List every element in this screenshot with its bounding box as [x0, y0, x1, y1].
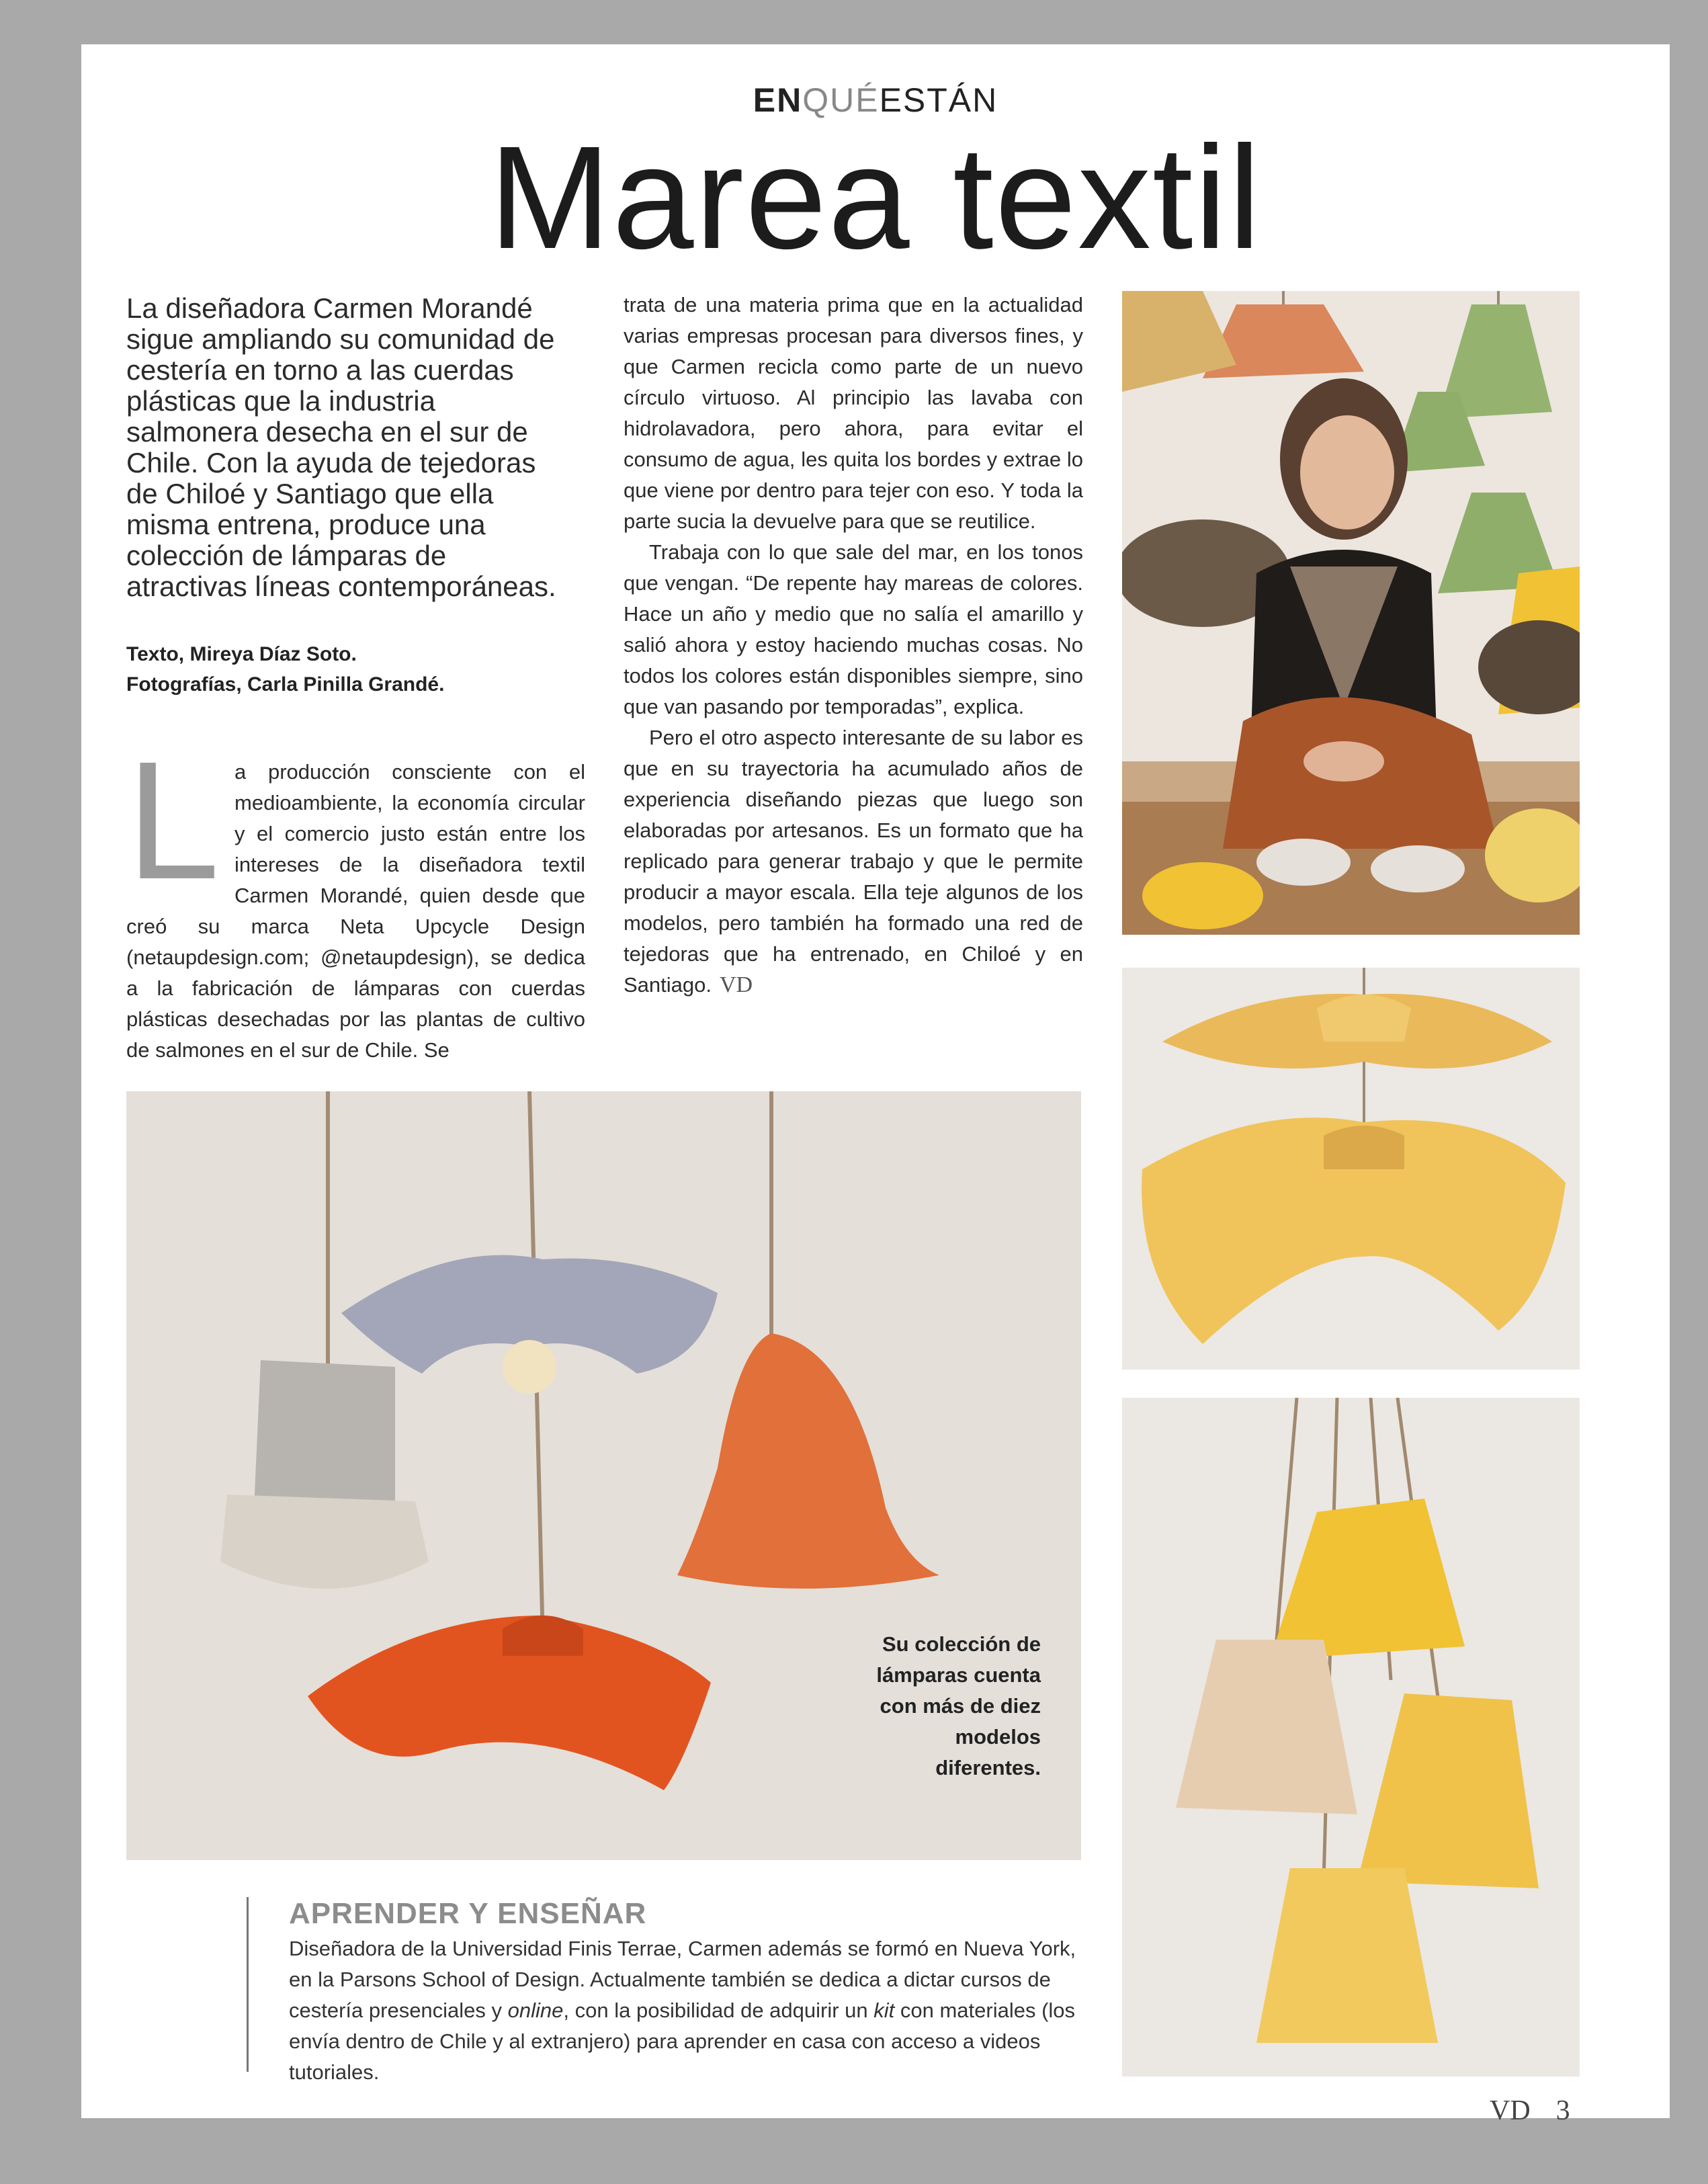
kicker-estan: ESTÁN: [879, 81, 998, 119]
magazine-page: [81, 44, 1670, 2126]
body-paragraph-4: [624, 722, 1083, 1001]
sidebar-heading: APRENDER Y ENSEÑAR: [289, 1897, 647, 1930]
body-column-2: [624, 290, 1083, 1001]
kicker-en: EN: [753, 81, 803, 119]
portrait-photo: [1122, 291, 1580, 935]
article-credits: [126, 639, 556, 700]
end-mark: VD: [720, 972, 753, 997]
article-deck: La diseñadora Carmen Morandé sigue ampliando su comunidad de cestería en torno a las cuerdas plásticas que la industria salmonera desecha en el sur de Chile. Con la ayuda de tejedoras de Chiloé y Santiago que ella misma entrena, produce una colección de lámparas de atractivas líneas contemporáneas.: [126, 292, 556, 602]
credit-text: Texto, Mireya Díaz Soto.: [126, 643, 357, 665]
section-kicker: [81, 81, 1670, 120]
sidebar-text-kit: kit: [873, 1999, 895, 2022]
credit-photos: Fotografías, Carla Pinilla Grandé.: [126, 673, 445, 696]
sidebar-text-1: Diseñadora de la Universidad Finis Terrae, Carmen además se formó en Nueva York, en la Parsons School of Design. Actualmente también se dedica a dictar cursos de cestería presenciales y: [289, 1937, 1076, 2022]
sidebar-text-3: con materiales (los envía dentro de Chile y al extranjero) para aprender en casa con acceso a videos tutoriales.: [289, 1999, 1076, 2084]
sidebar-text-online: online: [507, 1999, 564, 2022]
body-paragraph-4-text: Pero el otro aspecto interesante de su labor es que en su trayectoria ha acumulado años de experiencia diseñando piezas que luego son elaboradas por artesanos. Es un formato que ha replicado para generar trabajo y que le permite producir a mayor escala. Ella teje algunos de los modelos, pero también ha formado una red de tejedoras que ha entrenado, en Chiloé y en Santiago.: [624, 726, 1083, 997]
main-lamps-photo: [126, 1091, 1081, 1860]
drop-cap: L: [126, 726, 220, 914]
sidebar-text-2: , con la posibilidad de adquirir un: [563, 1999, 874, 2022]
body-paragraph-2: trata de una materia prima que en la actualidad varias empresas procesan para diversos fines, y que Carmen recicla como parte de un nuevo círculo virtuoso. Al principio las lavaba con hidrolavadora, pero ahora, para evitar el consumo de agua, les quita los bordes y extrae lo que viene por dentro para tejer con eso. Y toda la parte sucia la devuelve para que se reutilice.: [624, 293, 1083, 533]
body-paragraph-1: a producción consciente con el medioambiente, la economía circular y el comercio justo están entre los intereses de la diseñadora textil Carmen Morandé, quien desde que creó su marca Neta Upcycle Design (netaupdesign.com; @netaupdesign), se dedica a la fabricación de lámparas con cuerdas plásticas desechadas por las plantas de cultivo de salmones en el sur de Chile. Se: [126, 760, 585, 1062]
page-folio: [1490, 2094, 1570, 2127]
article-title: Marea textil: [488, 116, 1263, 280]
hat-lamps-photo: [1122, 968, 1580, 1370]
folio-logo: VD: [1490, 2095, 1531, 2126]
page-number: 3: [1555, 2095, 1570, 2126]
sidebar-box: [247, 1897, 1082, 2084]
body-paragraph-3: Trabaja con lo que sale del mar, en los tonos que vengan. “De repente hay mareas de colores. Hace un año y medio que no salía el amarillo y salió ahora y estoy haciendo muchas cosas. No todos los colores están disponibles siempre, sino que van pasando por temporadas”, explica.: [624, 540, 1083, 718]
body-column-1: [126, 726, 585, 1066]
photo-caption: Su colección de lámparas cuenta con más de diez modelos diferentes.: [876, 1632, 1041, 1779]
yellow-lamps-photo: [1122, 1398, 1580, 2076]
kicker-que: QUÉ: [802, 81, 880, 119]
sidebar-text: [289, 1933, 1082, 2088]
